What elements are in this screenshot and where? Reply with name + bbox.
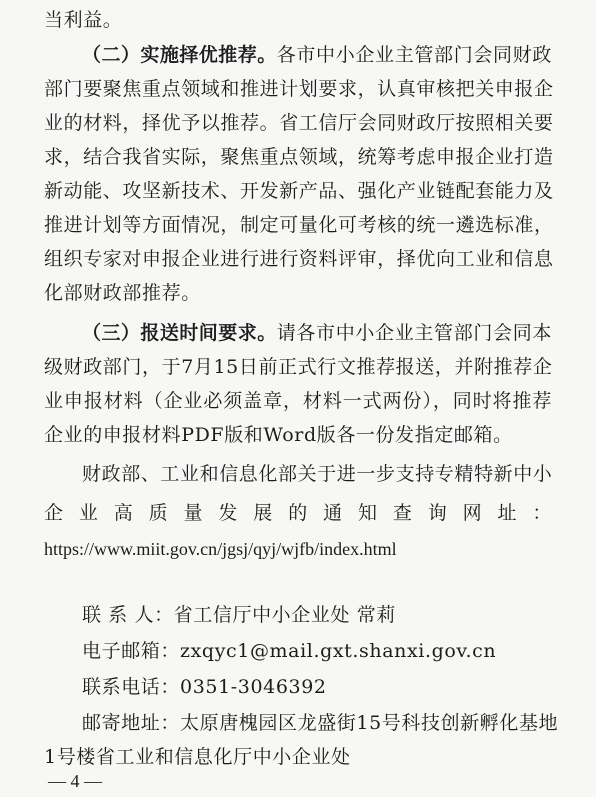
section-3-line: 级财政部门，于7月15日前正式行文推荐报送，并附推荐企 — [44, 356, 553, 378]
section-2-heading: （二）实施择优推荐。 — [82, 44, 277, 66]
notice-line: 财政部、工业和信息化部关于进一步支持专精特新中小 — [82, 463, 553, 485]
page-number: — 4 — — [48, 771, 102, 791]
notice-url: https://www.miit.gov.cn/jgsj/qyj/wjfb/index.html — [44, 539, 397, 559]
text-line-continuation: 当利益。 — [44, 9, 123, 31]
section-3-first-line — [82, 316, 552, 350]
section-2-lead-text: 各市中小企业主管部门会同财政 — [276, 44, 552, 66]
section-3-line: 业申报材料（企业必须盖章，材料一式两份），同时将推荐 — [44, 390, 552, 412]
section-3-lead-text: 请各市中小企业主管部门会同本 — [276, 322, 552, 344]
section-2-first-line — [82, 38, 552, 72]
section-2-line: 新动能、攻坚新技术、开发新产品、强化产业链配套能力及 — [44, 180, 554, 202]
section-3-last-line: 企业的申报材料PDF版和Word版各一份发指定邮箱。 — [44, 424, 513, 446]
contact-phone: 联系电话：0351-3046392 — [82, 676, 327, 698]
section-2-line: 求，结合我省实际，聚焦重点领域，统筹考虑申报企业打造 — [44, 146, 554, 168]
section-2-line: 业的材料，择优予以推荐。省工信厅会同财政厅按照相关要 — [44, 112, 554, 134]
contact-address-continued: 1号楼省工业和信息化厅中小企业处 — [44, 746, 351, 768]
contact-address: 邮寄地址：太原唐槐园区龙盛街15号科技创新孵化基地 — [82, 712, 559, 734]
contact-person: 联 系 人：省工信厅中小企业处 常莉 — [82, 604, 396, 626]
section-2-last-line: 化部财政部推荐。 — [44, 282, 201, 304]
section-3-heading: （三）报送时间要求。 — [82, 322, 277, 344]
section-2-line: 推进计划等方面情况，制定可量化可考核的统一遴选标准， — [44, 214, 554, 236]
section-2-line: 部门要聚焦重点领域和推进计划要求，认真审核把关申报企 — [44, 78, 554, 100]
contact-email: 电子邮箱：zxqyc1@mail.gxt.shanxi.gov.cn — [82, 640, 497, 662]
notice-line: 企业高质量发展的通知查询网址： — [44, 502, 552, 524]
section-2-line: 组织专家对申报企业进行进行资料评审，择优向工业和信息 — [44, 248, 554, 270]
